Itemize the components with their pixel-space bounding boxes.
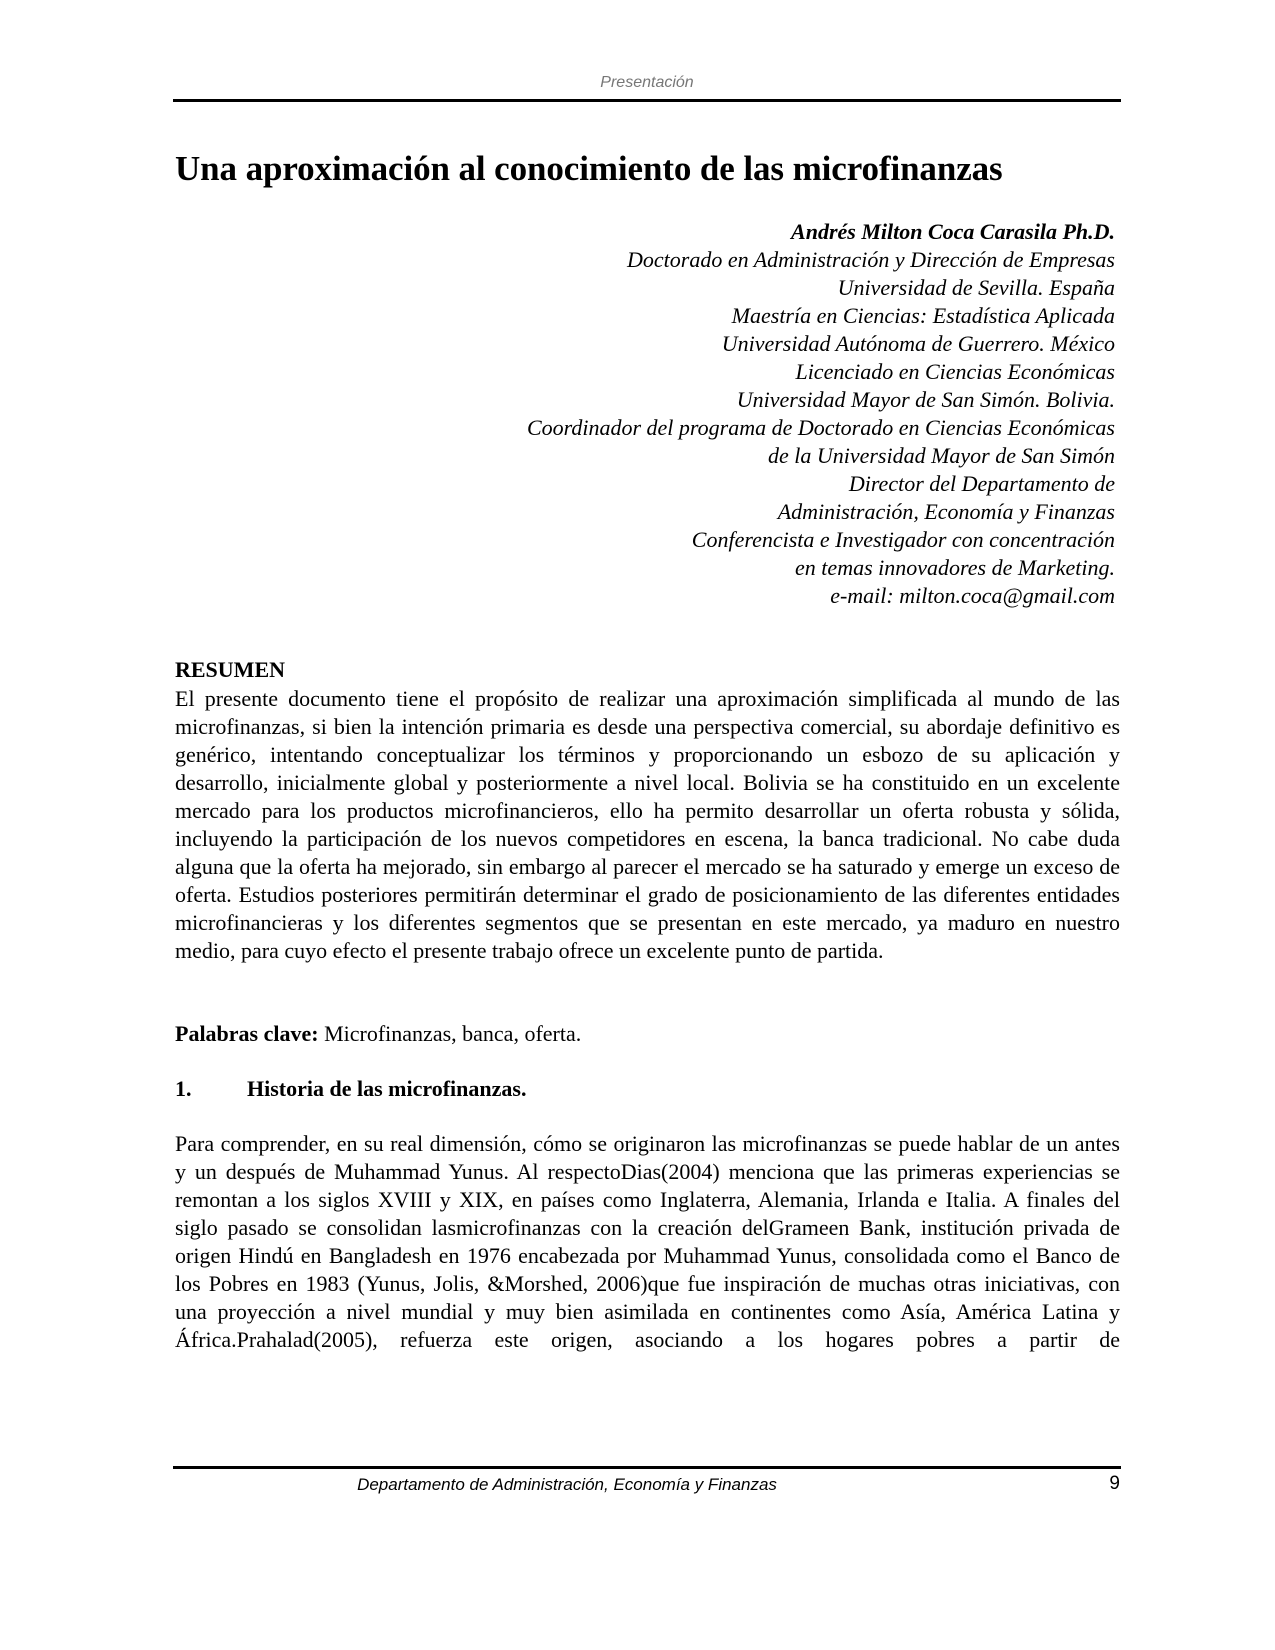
author-line: Universidad Mayor de San Simón. Bolivia. [736,387,1115,412]
author-line: Coordinador del programa de Doctorado en Ciencias Económicas [526,415,1115,440]
author-line: de la Universidad Mayor de San Simón [767,443,1115,468]
section-paragraph: Para comprender, en su real dimensión, cómo se originaron las microfinanzas se puede hablar de un antes y un después de Muhammad Yunus. Al respectoDias(2004) menciona que las primeras experiencias se remontan a los siglos XVIII y XIX, en países como Inglaterra, Alemania, Irlanda e Italia. A finales del siglo pasado se consolidan lasmicrofinanzas con la creación delGrameen Bank, institución privada de origen Hindú en Bangladesh en 1976 encabezada por Muhammad Yunus, consolidada como el Banco de los Pobres en 1983 (Yunus, Jolis, &Morshed, 2006)que fue inspiración de muchas otras iniciativas, con una proyección a nivel mundial y muy bien asimilada en continentes como Asía, América Latina y África.Prahalad(2005), refuerza este origen, asociando a los hogares pobres a partir de [175,1131,1120,1352]
author-email: e-mail: milton.coca@gmail.com [830,583,1115,608]
author-line: Universidad de Sevilla. España [837,275,1115,300]
author-name: Andrés Milton Coca Carasila Ph.D. [791,219,1115,244]
section-heading [175,1075,526,1103]
author-block [215,218,1115,610]
keywords-line [175,1020,1120,1048]
abstract-paragraph: El presente documento tiene el propósito de realizar una aproximación simplificada al mundo de las microfinanzas, si bien la intención primaria es desde una perspectiva comercial, su abordaje definitivo es genérico, intentando conceptualizar los términos y proporcionando un esbozo de su aplicación y desarrollo, inicialmente global y posteriormente a nivel local. Bolivia se ha constituido en un excelente mercado para los productos microfinancieros, ello ha permito desarrollar un oferta robusta y sólida, incluyendo la participación de los nuevos competidores en escena, la banca tradicional. No cabe duda alguna que la oferta ha mejorado, sin embargo al parecer el mercado se ha saturado y emerge un exceso de oferta. Estudios posteriores permitirán determinar el grado de posicionamiento de las diferentes entidades microfinancieras y los diferentes segmentos que se presentan en este mercado, ya maduro en nuestro medio, para cuyo efecto el presente trabajo ofrece un excelente punto de partida. [175,686,1120,963]
author-line: Universidad Autónoma de Guerrero. México [721,331,1115,356]
footer-rule [173,1466,1121,1469]
author-line: Licenciado en Ciencias Económicas [795,359,1115,384]
page-number: 9 [1109,1473,1120,1494]
author-line: Administración, Economía y Finanzas [777,499,1115,524]
header-rule [173,99,1121,102]
section-number: 1. [175,1076,192,1101]
keywords-value: Microfinanzas, banca, oferta. [318,1021,582,1046]
keywords-label: Palabras clave: [175,1021,319,1046]
author-line: Doctorado en Administración y Dirección de Empresas [627,247,1115,272]
running-header: Presentación [600,74,694,91]
author-line: Maestría en Ciencias: Estadística Aplicada [731,303,1115,328]
abstract-heading: RESUMEN [175,657,286,682]
abstract-body [175,685,1120,965]
document-title: Una aproximación al conocimiento de las microfinanzas [175,149,1003,188]
section-body [175,1130,1120,1354]
author-line: Conferencista e Investigador con concentración [691,527,1115,552]
author-line: Director del Departamento de [848,471,1115,496]
author-line: en temas innovadores de Marketing. [795,555,1115,580]
section-title: Historia de las microfinanzas. [247,1076,527,1101]
footer-department: Departamento de Administración, Economía y Finanzas [357,1475,777,1494]
